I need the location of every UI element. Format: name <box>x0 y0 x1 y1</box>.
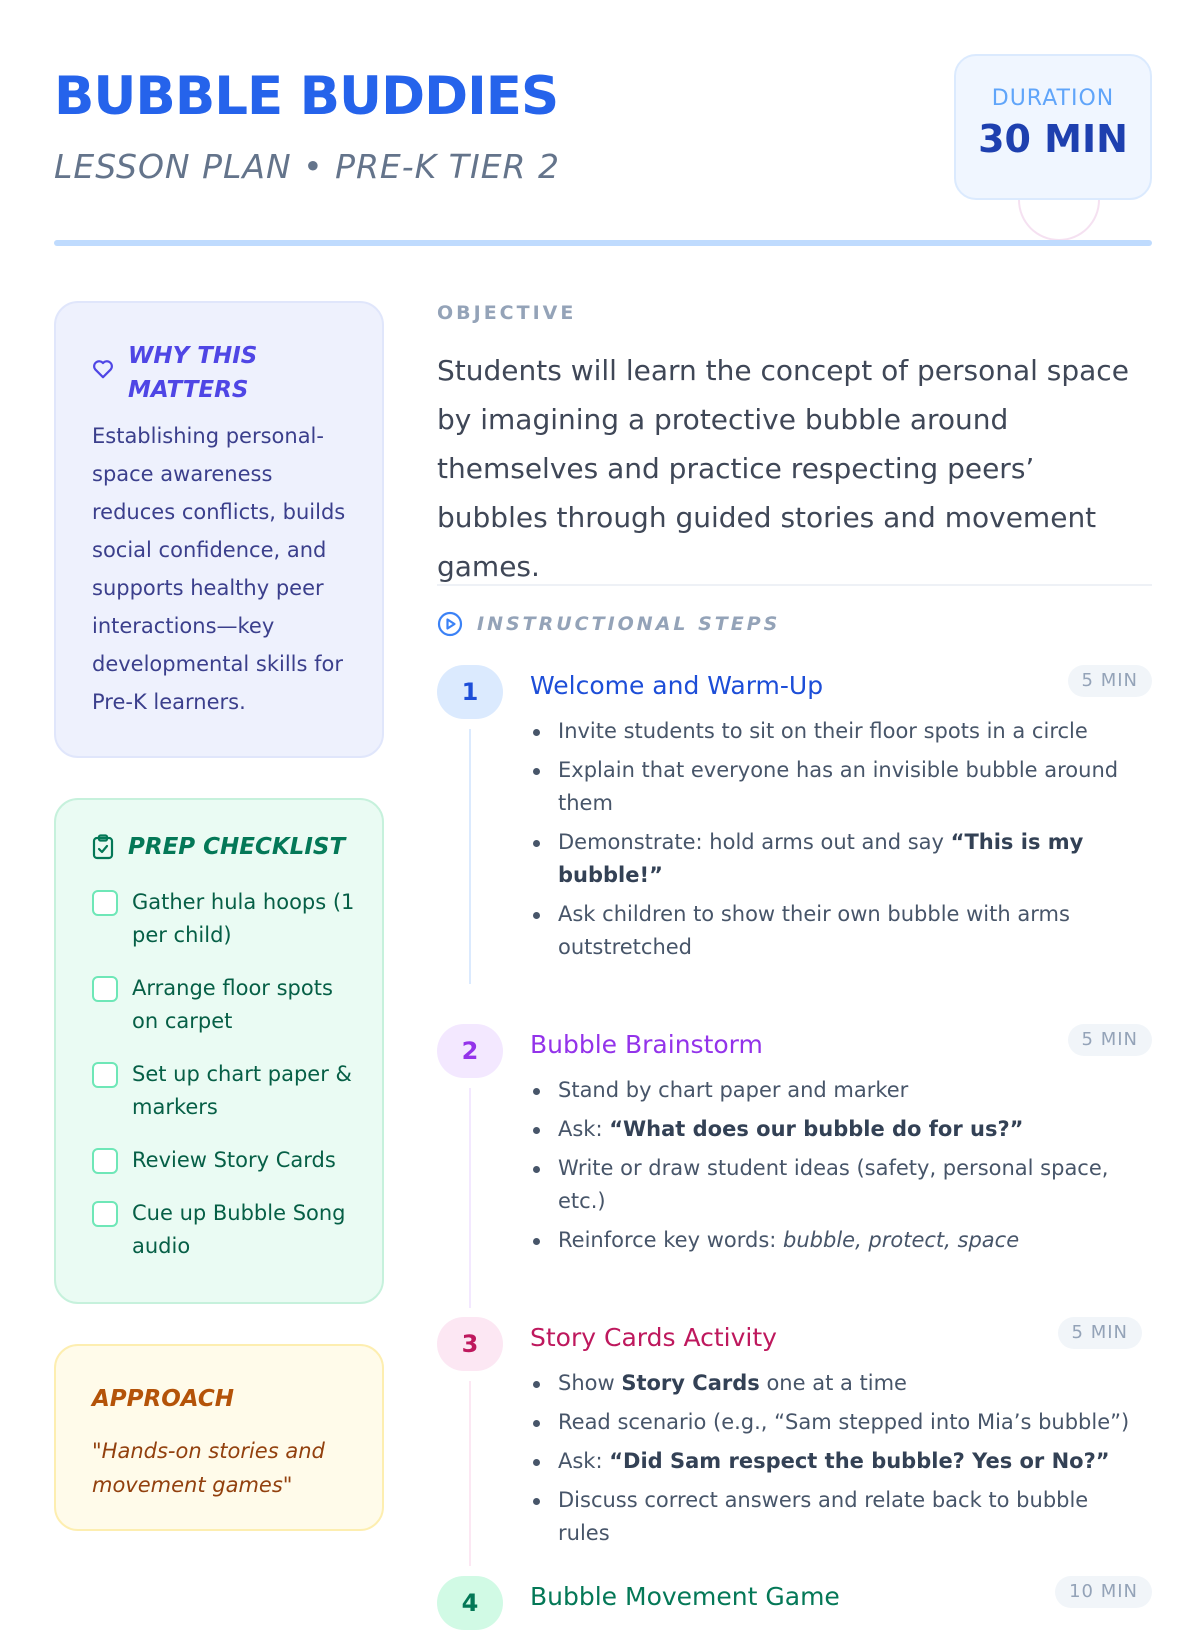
checkbox[interactable] <box>92 1201 118 1227</box>
approach-card <box>54 1344 384 1531</box>
step-duration: 5 MIN <box>1058 1317 1142 1349</box>
prep-item-label: Arrange floor spots on carpet <box>132 976 333 1033</box>
step-bullet-text: Stand by chart paper and marker <box>558 1078 909 1102</box>
step-title: Bubble Movement Game <box>530 1582 840 1611</box>
step-number: 3 <box>437 1317 503 1371</box>
step-bullets <box>530 1367 1140 1556</box>
step-bullet-text: Demonstrate: hold arms out and say <box>558 830 951 854</box>
step-bullet-text: Show <box>558 1371 622 1395</box>
step-bullet <box>530 1224 1130 1257</box>
prep-item[interactable] <box>92 972 362 1038</box>
step-duration: 5 MIN <box>1068 665 1152 697</box>
step-bullet-text: one at a time <box>759 1371 907 1395</box>
step-bullet <box>530 1406 1140 1439</box>
step-card <box>437 1317 1152 1547</box>
step-bullet-text: Ask: <box>558 1449 610 1473</box>
objective-label: OBJECTIVE <box>437 302 577 324</box>
step-duration: 10 MIN <box>1055 1576 1152 1608</box>
why-title: WHY THIS MATTERS <box>128 343 258 403</box>
header <box>54 50 1152 248</box>
step-number: 2 <box>437 1024 503 1078</box>
step-bullets <box>530 715 1130 970</box>
header-divider <box>54 240 1152 246</box>
prep-item[interactable] <box>92 1144 362 1177</box>
section-divider <box>437 584 1152 586</box>
checkbox[interactable] <box>92 1062 118 1088</box>
why-body: Establishing personal-space awareness reduces conflicts, builds social confidence, and supports healthy peer interactions—key developmental skills for Pre-K learners. <box>92 424 346 714</box>
objective-text: Students will learn the concept of personal space by imagining a protective bubble around themselves and practice respecting peers’ bubbles through guided stories and movement games. <box>437 354 1129 583</box>
step-number: 4 <box>437 1576 503 1630</box>
step-connector <box>469 729 471 984</box>
heart-icon <box>92 359 114 379</box>
step-bullet-text: bubble, protect, space <box>783 1228 1020 1252</box>
step-bullet <box>530 1367 1140 1400</box>
duration-label: DURATION <box>991 86 1115 111</box>
prep-item[interactable] <box>92 1197 362 1263</box>
checkbox[interactable] <box>92 1148 118 1174</box>
prep-item[interactable] <box>92 1058 362 1124</box>
prep-checklist-card <box>54 798 384 1304</box>
prep-item[interactable] <box>92 886 362 952</box>
step-title: Bubble Brainstorm <box>530 1030 763 1059</box>
approach-quote: "Hands-on stories and movement games" <box>92 1439 325 1497</box>
step-bullet <box>530 715 1130 748</box>
play-circle-icon <box>437 611 463 637</box>
step-card <box>437 665 1152 995</box>
step-bullet <box>530 754 1130 820</box>
prep-item-label: Cue up Bubble Song audio <box>132 1201 346 1258</box>
step-bullet-text: Invite students to sit on their floor spots in a circle <box>558 719 1088 743</box>
clipboard-check-icon <box>92 834 114 860</box>
step-bullet-text: Discuss correct answers and relate back to bubble rules <box>558 1488 1089 1545</box>
prep-list <box>92 886 362 1283</box>
step-bullet <box>530 898 1130 964</box>
step-bullet-text: “What does our bubble do for us?” <box>609 1117 1024 1141</box>
prep-item-label: Review Story Cards <box>132 1148 336 1172</box>
step-bullet-text: Reinforce key words: <box>558 1228 784 1252</box>
step-title: Story Cards Activity <box>530 1323 777 1352</box>
step-bullet <box>530 1113 1130 1146</box>
step-duration: 5 MIN <box>1068 1024 1152 1056</box>
step-card <box>437 1024 1152 1294</box>
checkbox[interactable] <box>92 890 118 916</box>
step-connector <box>469 1381 471 1566</box>
step-title: Welcome and Warm-Up <box>530 671 824 700</box>
duration-badge <box>954 54 1152 200</box>
step-bullet-text: “Did Sam respect the bubble? Yes or No?” <box>609 1449 1110 1473</box>
step-bullet-text: Story Cards <box>621 1371 760 1395</box>
step-number: 1 <box>437 665 503 719</box>
prep-title: PREP CHECKLIST <box>128 834 346 860</box>
step-bullet-text: “This is my bubble!” <box>558 830 1084 887</box>
lesson-title: BUBBLE BUDDIES <box>54 66 559 127</box>
step-bullet-text: Write or draw student ideas (safety, personal space, etc.) <box>558 1156 1109 1213</box>
step-connector <box>469 1088 471 1308</box>
why-this-matters-card <box>54 301 384 758</box>
step-card <box>437 1576 1152 1617</box>
step-bullet <box>530 1074 1130 1107</box>
step-bullet-text: Ask children to show their own bubble with arms outstretched <box>558 902 1070 959</box>
step-bullets <box>530 1074 1130 1263</box>
step-bullet <box>530 826 1130 892</box>
lesson-subtitle: LESSON PLAN • PRE-K TIER 2 <box>54 147 560 186</box>
prep-item-label: Set up chart paper & markers <box>132 1062 352 1119</box>
approach-title: APPROACH <box>92 1386 234 1412</box>
checkbox[interactable] <box>92 976 118 1002</box>
step-bullet-text: Read scenario (e.g., “Sam stepped into Mia’s bubble”) <box>558 1410 1130 1434</box>
prep-item-label: Gather hula hoops (1 per child) <box>132 890 355 947</box>
step-bullet <box>530 1445 1140 1478</box>
step-bullet-text: Explain that everyone has an invisible bubble around them <box>558 758 1119 815</box>
step-bullet <box>530 1152 1130 1218</box>
steps-header <box>437 611 780 637</box>
step-bullet-text: Ask: <box>558 1117 610 1141</box>
steps-title: INSTRUCTIONAL STEPS <box>477 613 781 635</box>
step-bullet <box>530 1484 1140 1550</box>
duration-value: 30 MIN <box>978 117 1128 161</box>
